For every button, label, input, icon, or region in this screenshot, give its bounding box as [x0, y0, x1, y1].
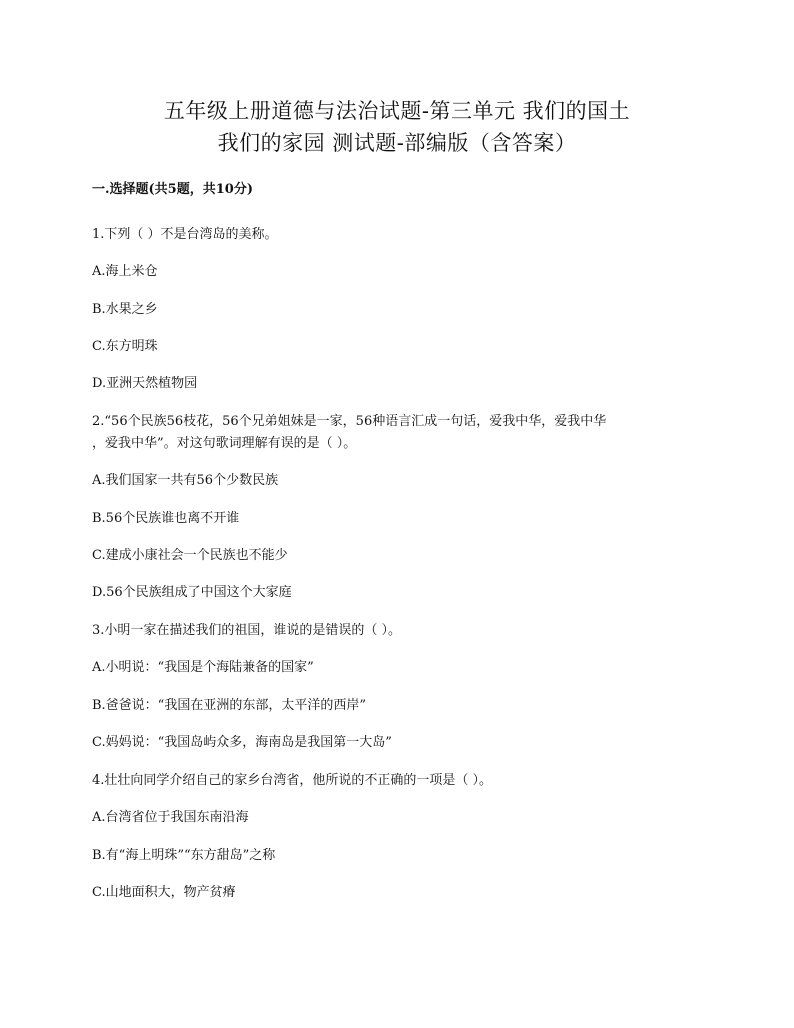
document-title-line-1: 五年级上册道德与法治试题-第三单元 我们的国土: [163, 99, 631, 123]
question-4-option-b: B.有“海上明珠”“东方甜岛”之称: [92, 848, 276, 863]
question-4-option-a: A.台湾省位于我国东南沿海: [92, 810, 249, 825]
question-1-option-c: C.东方明珠: [92, 339, 158, 354]
question-1-option-b: B.水果之乡: [92, 302, 158, 317]
question-3-stem: 3.小明一家在描述我们的祖国，谁说的是错误的（ ）。: [92, 623, 402, 638]
document-title-line-2: 我们的家园 测试题-部编版（含答案）: [217, 131, 577, 155]
question-2-stem-line-1: 2.“56个民族56枝花，56个兄弟姐妹是一家，56种语言汇成一句话，爱我中华，爱我中华: [92, 414, 607, 429]
question-1-option-d: D.亚洲天然植物园: [92, 376, 198, 391]
question-2-option-b: B.56个民族谁也离不开谁: [92, 511, 240, 526]
question-3-option-b: B.爸爸说：“我国在亚洲的东部，太平洋的西岸”: [92, 698, 366, 713]
question-1-stem: 1.下列（ ）不是台湾岛的美称。: [92, 227, 278, 242]
question-3-option-c: C.妈妈说：“我国岛屿众多，海南岛是我国第一大岛”: [92, 735, 392, 750]
question-4-stem: 4.壮壮向同学介绍自己的家乡台湾省，他所说的不正确的一项是（ ）。: [92, 773, 493, 788]
question-1-option-a: A.海上米仓: [92, 264, 158, 279]
question-4-option-c: C.山地面积大，物产贫瘠: [92, 885, 236, 900]
question-2-option-d: D.56个民族组成了中国这个大家庭: [92, 585, 292, 600]
section-heading: 一.选择题(共5题，共10分): [92, 182, 253, 197]
question-3-option-a: A.小明说：“我国是个海陆兼备的国家”: [92, 660, 314, 675]
question-2-stem-line-2: ，爱我中华”。对这句歌词理解有误的是（ ）。: [92, 436, 357, 451]
question-2-option-c: C.建成小康社会一个民族也不能少: [92, 548, 288, 563]
question-2-option-a: A.我们国家一共有56个少数民族: [92, 473, 279, 488]
